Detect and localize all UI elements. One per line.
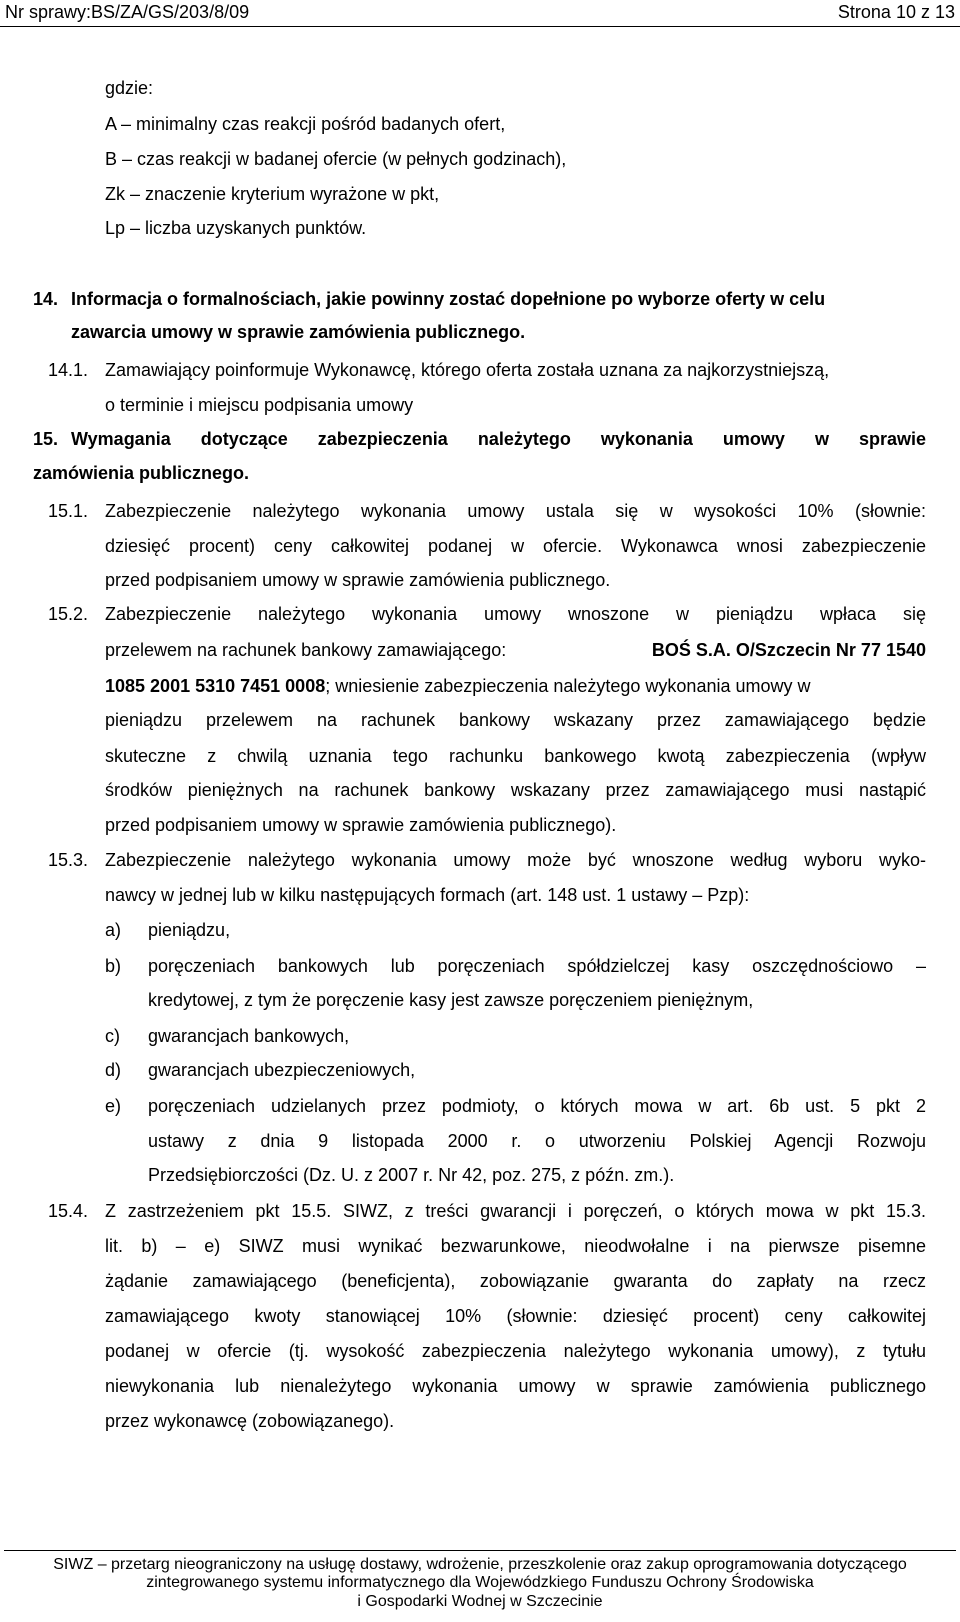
paragraph-line: o terminie i miejscu podpisania umowy [105,395,414,415]
paragraph-text: przelewem na rachunek bankowy zamawiającego: [105,640,507,660]
paragraph-line: przed podpisaniem umowy w sprawie zamówienia publicznego. [105,570,611,590]
paragraph-text: ; wniesienie zabezpieczenia należytego wykonania umowy w [325,676,811,696]
paragraph-line: podanej w ofercie (tj. wysokość zabezpieczenia należytego wykonania umowy), z tytułu [105,1341,926,1361]
paragraph-line: lit. b) – e) SIWZ musi wynikać bezwarunkowe, nieodwołalne i na pierwsze pisemne [105,1236,926,1256]
footer-rule [4,1550,956,1551]
list-marker: a) [105,920,122,940]
bank-account-number: 1085 2001 5310 7451 0008 [105,676,326,696]
paragraph-number: 15.1. [48,501,89,521]
list-item-cont: kredytowej, z tym że poręczenie kasy jest zawsze poręczeniem pieniężnym, [148,990,754,1010]
list-item-cont: Przedsiębiorczości (Dz. U. z 2007 r. Nr 42, poz. 275, z późn. zm.). [148,1165,675,1185]
case-number: Nr sprawy:BS/ZA/GS/203/8/09 [5,2,250,22]
paragraph-line: nawcy w jednej lub w kilku następujących formach (art. 148 ust. 1 ustawy – Pzp): [105,885,750,905]
definition-line: A – minimalny czas reakcji pośród badanych ofert, [105,114,506,134]
footer-text: i Gospodarki Wodnej w Szczecinie [357,1593,603,1610]
paragraph-line: Z zastrzeżeniem pkt 15.5. SIWZ, z treści gwarancji i poręczeń, o których mowa w pkt 15.3. [105,1201,926,1221]
paragraph-line-bank [105,638,926,662]
section-number: 14. [33,289,59,309]
paragraph-line: Zabezpieczenie należytego wykonania umowy wnoszone w pieniądzu wpłaca się [105,604,926,624]
section-title: Wymagania dotyczące zabezpieczenia należytego wykonania umowy w sprawie [71,429,926,449]
paragraph-line: dziesięć procent) ceny całkowitej podanej w ofercie. Wykonawca wnosi zabezpieczenie [105,536,926,556]
section-title-cont: zawarcia umowy w sprawie zamówienia publicznego. [71,322,526,342]
paragraph-line: przed podpisaniem umowy w sprawie zamówienia publicznego). [105,815,617,835]
paragraph-line: Zabezpieczenie należytego wykonania umowy ustala się w wysokości 10% (słownie: [105,501,926,521]
bank-name: BOŚ S.A. O/Szczecin Nr 77 1540 [651,640,926,660]
list-item: gwarancjach bankowych, [148,1026,350,1046]
page-number: Strona 10 z 13 [837,2,955,22]
footer-text: SIWZ – przetarg nieograniczony na usługę dostawy, wdrożenie, przeszkolenie oraz zakup oprogramowania dotyczącego [53,1556,907,1573]
list-marker: c) [105,1026,120,1046]
definition-line: Zk – znaczenie kryterium wyrażone w pkt, [105,184,440,204]
list-item: poręczeniach bankowych lub poręczeniach spółdzielczej kasy oszczędnościowo – [148,956,926,976]
paragraph-line: przez wykonawcę (zobowiązanego). [105,1411,395,1431]
paragraph-line: Zabezpieczenie należytego wykonania umowy może być wnoszone według wyboru wyko- [105,850,926,870]
paragraph-number: 15.3. [48,850,89,870]
page-header [0,0,960,30]
definition-line: Lp – liczba uzyskanych punktów. [105,218,367,238]
list-marker: d) [105,1060,122,1080]
list-item: poręczeniach udzielanych przez podmioty, o których mowa w art. 6b ust. 5 pkt 2 [148,1096,926,1116]
definition-line: B – czas reakcji w badanej ofercie (w pełnych godzinach), [105,149,567,169]
section-title-cont: zamówienia publicznego. [33,463,250,483]
section-title: Informacja o formalnościach, jakie powinny zostać dopełnione po wyborze oferty w celu [71,289,826,309]
paragraph-line: niewykonania lub nienależytego wykonania umowy w sprawie zamówienia publicznego [105,1376,926,1396]
header-rule [0,26,960,27]
list-item: pieniądzu, [148,920,231,940]
paragraph-line: Zamawiający poinformuje Wykonawcę, którego oferta została uznana za najkorzystniejszą, [105,360,830,380]
paragraph-line: żądanie zamawiającego (beneficjenta), zobowiązanie gwaranta do zapłaty na rzecz [105,1271,926,1291]
paragraph-line: zamawiającego kwoty stanowiącej 10% (słownie: dziesięć procent) ceny całkowitej [105,1306,926,1326]
paragraph-line-account [105,674,926,698]
paragraph-line: pieniądzu przelewem na rachunek bankowy wskazany przez zamawiającego będzie [105,710,926,730]
section-number: 15. [33,429,59,449]
list-item: gwarancjach ubezpieczeniowych, [148,1060,416,1080]
paragraph-line: skuteczne z chwilą uznania tego rachunku bankowego kwotą zabezpieczenia (wpływ [105,746,926,766]
paragraph-number: 14.1. [48,360,89,380]
list-marker: b) [105,956,122,976]
list-item-cont: ustawy z dnia 9 listopada 2000 r. o utworzeniu Polskiej Agencji Rozwoju [148,1131,926,1151]
paragraph-number: 15.2. [48,604,89,624]
paragraph-line: środków pieniężnych na rachunek bankowy wskazany przez zamawiającego musi nastąpić [105,780,926,800]
footer-text: zintegrowanego systemu informatycznego dla Wojewódzkiego Funduszu Ochrony Środowiska [146,1574,814,1591]
paragraph-number: 15.4. [48,1201,89,1221]
list-marker: e) [105,1096,122,1116]
gdzie-label: gdzie: [105,78,154,98]
